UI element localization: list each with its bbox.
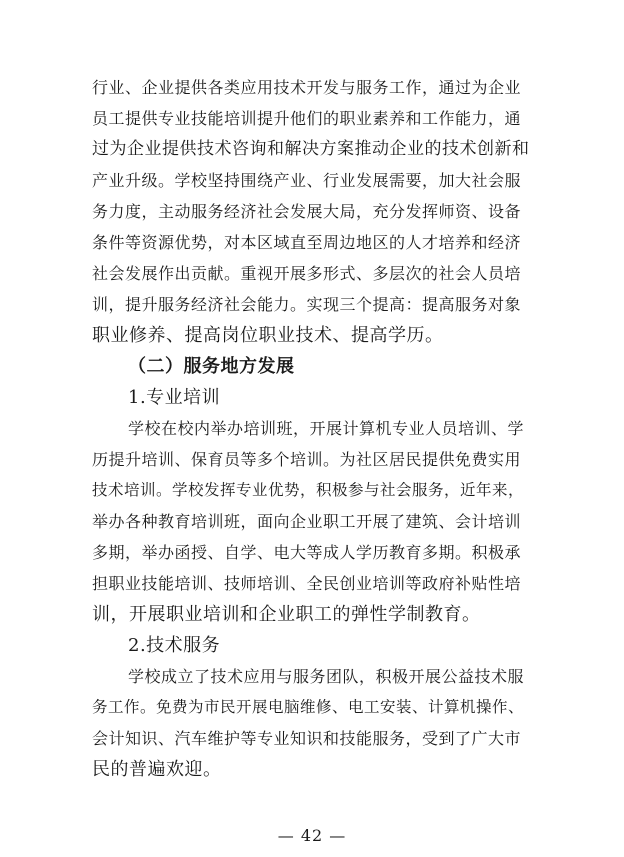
text-line: 举办各种教育培训班，面向企业职工开展了建筑、会计培训 xyxy=(92,512,522,531)
subsection-title: 2.技术服务 xyxy=(128,635,221,656)
subsection-2 xyxy=(92,630,532,785)
text-line: 担职业技能培训、技师培训、全民创业培训等政府补贴性培 xyxy=(92,574,522,593)
text-line: 学校在校内举办培训班，开展计算机专业人员培训、学 xyxy=(128,419,525,438)
text-line: 社会发展作出贡献。重视开展多形式、多层次的社会人员培 xyxy=(92,264,522,283)
text-line: 务工作。免费为市民开展电脑维修、电工安装、计算机操作、 xyxy=(92,698,525,716)
text-line: 训，开展职业培训和企业职工的弹性学制教育。 xyxy=(92,604,481,625)
text-line: 民的普遍欢迎。 xyxy=(92,759,222,780)
text-line: 行业、企业提供各类应用技术开发与服务工作，通过为企业 xyxy=(92,78,522,97)
text-line: 会计知识、汽车维护等专业知识和技能服务，受到了广大市 xyxy=(92,729,522,748)
text-line: 条件等资源优势，对本区域直至周边地区的人才培养和经济 xyxy=(92,233,522,252)
text-line: 员工提供专业技能培训提升他们的职业素养和工作能力，通 xyxy=(92,109,522,128)
text-line: 务力度，主动服务经济社会发展大局，充分发挥师资、设备 xyxy=(92,202,522,221)
section-heading: （二）服务地方发展 xyxy=(128,356,295,377)
paragraph-1 xyxy=(92,72,532,351)
text-line: 过为企业提供技术咨询和解决方案推动企业的技术创新和 xyxy=(92,139,530,159)
subsection-1 xyxy=(92,382,532,630)
text-line: 职业修养、提高岗位职业技术、提高学历。 xyxy=(92,325,444,346)
text-line: 训，提升服务经济社会能力。实现三个提高：提高服务对象 xyxy=(92,295,522,314)
text-line: 学校成立了技术应用与服务团队，积极开展公益技术服 xyxy=(128,667,525,686)
text-line: 产业升级。学校坚持围绕产业、行业发展需要，加大社会服 xyxy=(92,171,522,190)
page-number: — 42 — xyxy=(277,826,347,845)
text-line: 历提升培训、保育员等多个培训。为社区居民提供免费实用 xyxy=(92,450,522,469)
text-line: 多期，举办函授、自学、电大等成人学历教育多期。积极承 xyxy=(92,543,522,562)
text-line: 技术培训。学校发挥专业优势，积极参与社会服务，近年来， xyxy=(92,481,525,499)
subsection-title: 1.专业培训 xyxy=(128,387,221,408)
section-heading-block xyxy=(92,351,532,382)
